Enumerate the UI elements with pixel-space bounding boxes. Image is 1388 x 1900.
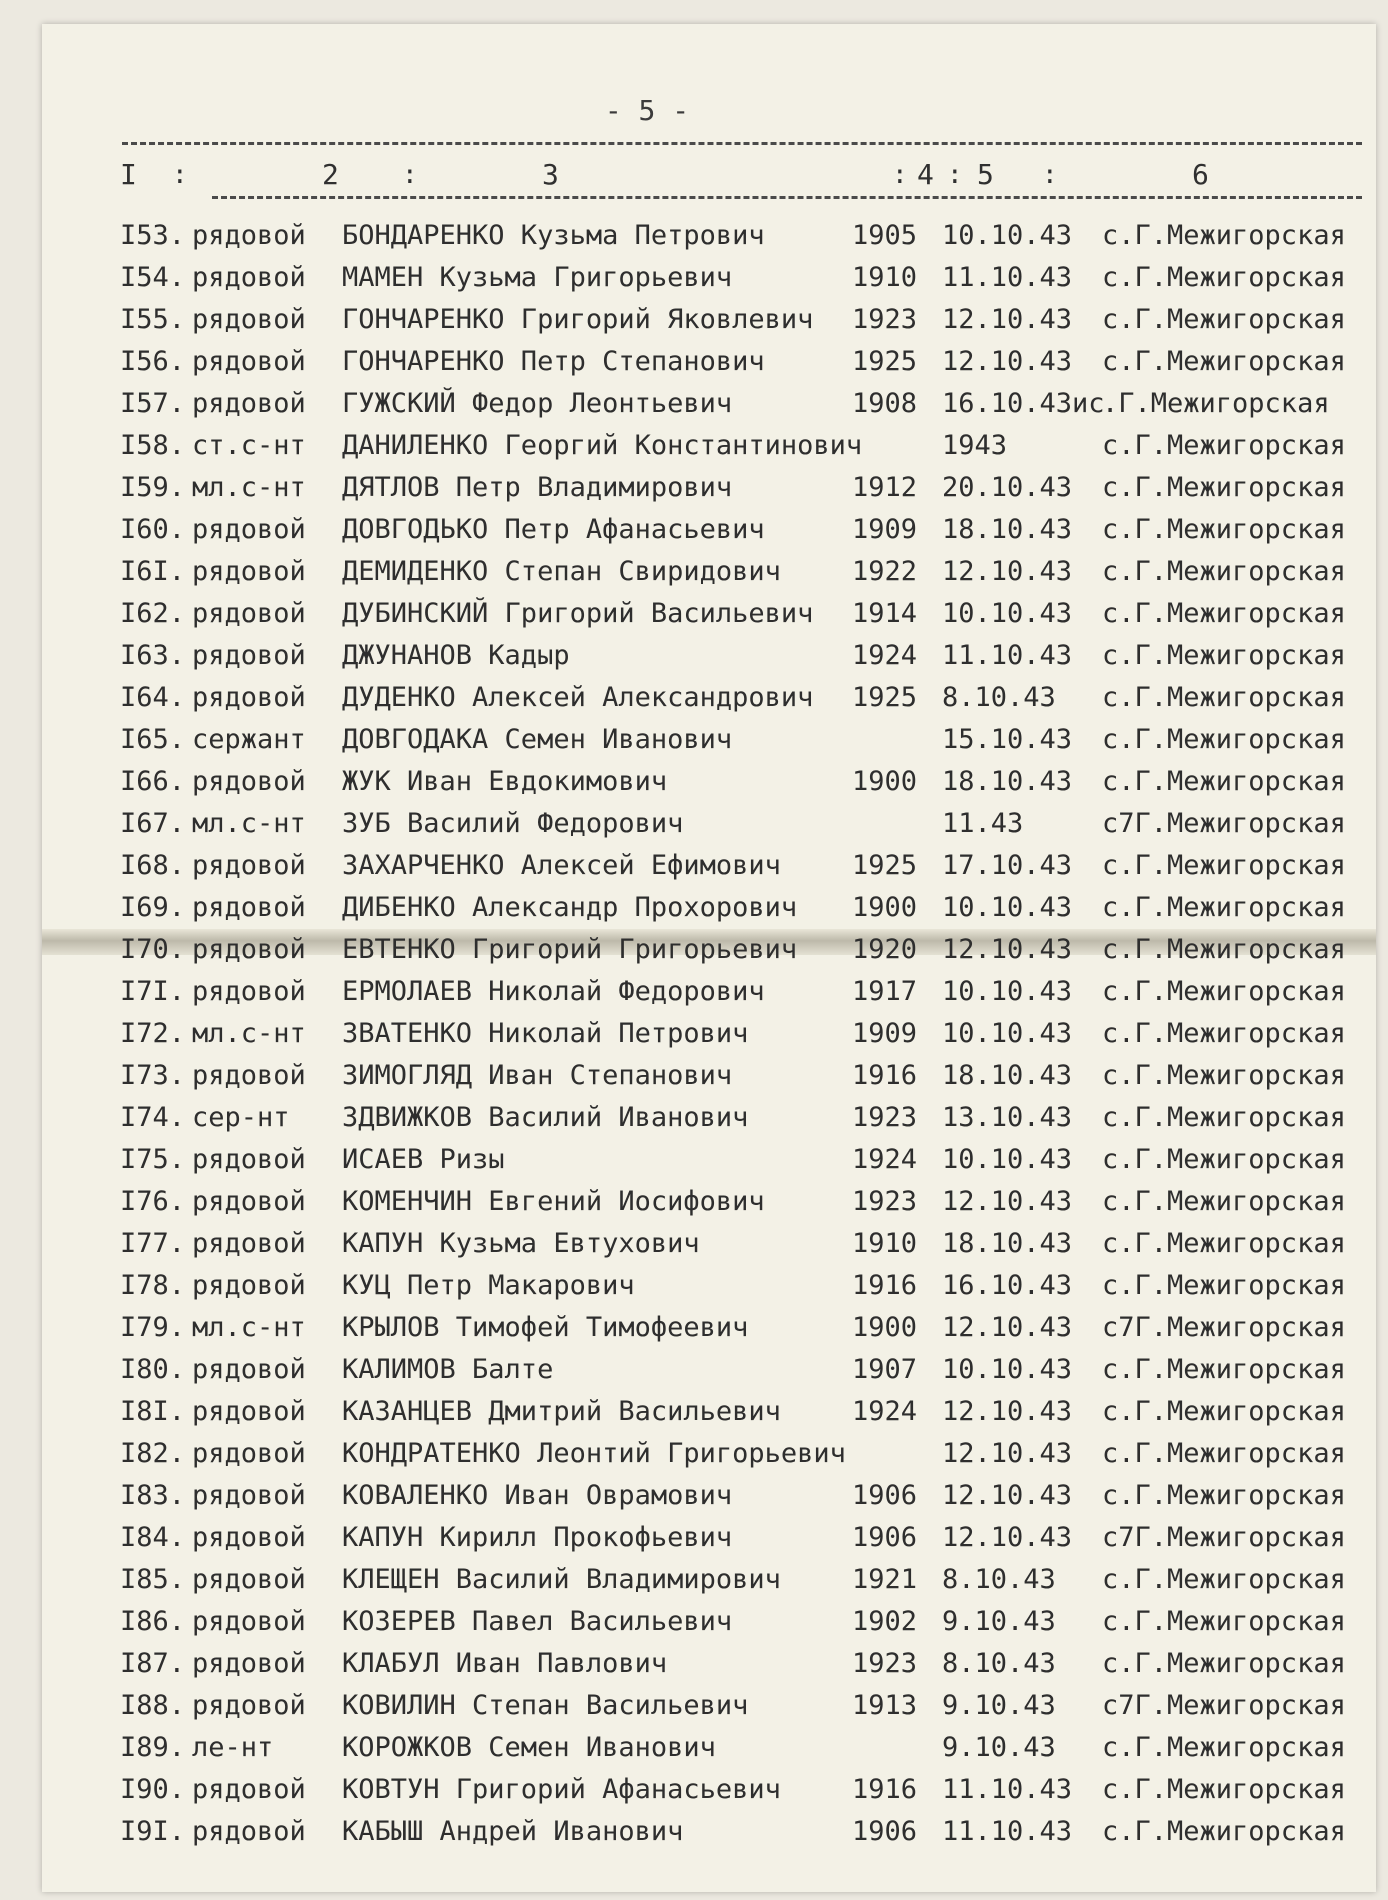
- table-row: [42, 1684, 1376, 1726]
- table-row: [42, 214, 1376, 256]
- birth-year: 1914: [852, 598, 918, 629]
- soldier-name: КОВИЛИН Степан Васильевич: [342, 1690, 749, 1721]
- burial-place: с.Г.Межигорская: [1102, 1774, 1346, 1805]
- birth-year: 1922: [852, 556, 918, 587]
- death-date: 11.10.43: [942, 1774, 1073, 1805]
- row-number: I75.: [120, 1144, 186, 1175]
- row-number: I86.: [120, 1606, 186, 1637]
- column-header-1: I: [120, 158, 137, 191]
- soldier-name: КАБЫШ Андрей Иванович: [342, 1816, 684, 1847]
- birth-year: 1912: [852, 472, 918, 503]
- column-separator: :: [1042, 160, 1058, 190]
- rank: мл.с-нт: [192, 1018, 306, 1049]
- column-separator: :: [892, 160, 908, 190]
- soldier-name: ЗУБ Василий Федорович: [342, 808, 684, 839]
- birth-year: 1906: [852, 1480, 918, 1511]
- soldier-name: ЕВТЕНКО Григорий Григорьевич: [342, 934, 798, 965]
- row-number: I76.: [120, 1186, 186, 1217]
- death-date: 8.10.43: [942, 1564, 1056, 1595]
- row-number: I62.: [120, 598, 186, 629]
- soldier-name: КАПУН Кузьма Евтухович: [342, 1228, 700, 1259]
- rank: рядовой: [192, 514, 306, 545]
- table-row: [42, 382, 1376, 424]
- birth-year: 1916: [852, 1774, 918, 1805]
- row-number: I67.: [120, 808, 186, 839]
- death-date: 12.10.43: [942, 934, 1073, 965]
- death-date: 10.10.43: [942, 976, 1073, 1007]
- soldier-name: ГОНЧАРЕНКО Григорий Яковлевич: [342, 304, 814, 335]
- burial-place: с.Г.Межигорская: [1102, 766, 1346, 797]
- row-number: I73.: [120, 1060, 186, 1091]
- birth-year: 1906: [852, 1522, 918, 1553]
- burial-place: с.Г.Межигорская: [1102, 220, 1346, 251]
- rank: рядовой: [192, 640, 306, 671]
- page-number: - 5 -: [604, 94, 690, 127]
- burial-place: с.Г.Межигорская: [1102, 1480, 1346, 1511]
- rank: рядовой: [192, 1396, 306, 1427]
- table-row: [42, 1012, 1376, 1054]
- burial-place: с.Г.Межигорская: [1102, 1186, 1346, 1217]
- soldier-name: ЕРМОЛАЕВ Николай Федорович: [342, 976, 765, 1007]
- table-row: [42, 256, 1376, 298]
- rank: рядовой: [192, 262, 306, 293]
- death-date: 12.10.43: [942, 1186, 1073, 1217]
- table-row: [42, 1474, 1376, 1516]
- burial-place: с.Г.Межигорская: [1102, 1648, 1346, 1679]
- soldier-name: КОМЕНЧИН Евгений Иосифович: [342, 1186, 765, 1217]
- burial-place: с.Г.Межигорская: [1102, 682, 1346, 713]
- burial-place: с.Г.Межигорская: [1102, 472, 1346, 503]
- burial-place: с.Г.Межигорская: [1102, 724, 1346, 755]
- birth-year: 1923: [852, 304, 918, 335]
- rank: рядовой: [192, 556, 306, 587]
- birth-year: 1917: [852, 976, 918, 1007]
- rank: рядовой: [192, 1186, 306, 1217]
- birth-year: 1908: [852, 388, 918, 419]
- burial-place: с.Г.Межигорская: [1102, 640, 1346, 671]
- table-row: [42, 1138, 1376, 1180]
- rank: рядовой: [192, 1060, 306, 1091]
- death-date: 8.10.43: [942, 682, 1056, 713]
- soldier-name: КАЛИМОВ Балте: [342, 1354, 554, 1385]
- burial-place: с.Г.Межигорская: [1102, 1228, 1346, 1259]
- table-row: [42, 298, 1376, 340]
- death-date: 12.10.43: [942, 1396, 1073, 1427]
- table-row: [42, 1726, 1376, 1768]
- birth-year: 1900: [852, 766, 918, 797]
- table-row: [42, 550, 1376, 592]
- burial-place: с.Г.Межигорская: [1102, 1396, 1346, 1427]
- birth-year: 1909: [852, 1018, 918, 1049]
- row-number: I53.: [120, 220, 186, 251]
- table-row: [42, 1432, 1376, 1474]
- row-number: I9I.: [120, 1816, 186, 1847]
- burial-place: с.Г.Межигорская: [1102, 976, 1346, 1007]
- burial-place: с.Г.Межигорская: [1102, 1606, 1346, 1637]
- burial-place: .Г.Межигорская: [1102, 388, 1330, 419]
- column-separator: :: [402, 160, 418, 190]
- soldier-name: ГОНЧАРЕНКО Петр Степанович: [342, 346, 765, 377]
- rank: мл.с-нт: [192, 472, 306, 503]
- rank: рядовой: [192, 1564, 306, 1595]
- rank: рядовой: [192, 1228, 306, 1259]
- rank: рядовой: [192, 976, 306, 1007]
- row-number: I64.: [120, 682, 186, 713]
- row-number: I90.: [120, 1774, 186, 1805]
- soldier-name: КЛАБУЛ Иван Павлович: [342, 1648, 668, 1679]
- row-number: I78.: [120, 1270, 186, 1301]
- rank: ст.с-нт: [192, 430, 306, 461]
- birth-year: 1924: [852, 1396, 918, 1427]
- row-number: I65.: [120, 724, 186, 755]
- soldier-name: КУЦ Петр Макарович: [342, 1270, 635, 1301]
- death-date: 16.10.43: [942, 1270, 1073, 1301]
- death-date: 10.10.43: [942, 1144, 1073, 1175]
- row-number: I85.: [120, 1564, 186, 1595]
- rank: сер-нт: [192, 1102, 290, 1133]
- burial-place: с.Г.Межигорская: [1102, 892, 1346, 923]
- soldier-name: КОНДРАТЕНКО Леонтий Григорьевич: [342, 1438, 846, 1469]
- birth-year: 1923: [852, 1102, 918, 1133]
- burial-place: с.Г.Межигорская: [1102, 598, 1346, 629]
- row-number: I77.: [120, 1228, 186, 1259]
- row-number: I79.: [120, 1312, 186, 1343]
- birth-year: 1925: [852, 850, 918, 881]
- table-row: [42, 1810, 1376, 1852]
- rank: рядовой: [192, 304, 306, 335]
- burial-place: с.Г.Межигорская: [1102, 1354, 1346, 1385]
- birth-year: 1907: [852, 1354, 918, 1385]
- soldier-name: БОНДАРЕНКО Кузьма Петрович: [342, 220, 765, 251]
- death-date: 18.10.43: [942, 1228, 1073, 1259]
- rank: рядовой: [192, 1438, 306, 1469]
- death-date: 12.10.43: [942, 1480, 1073, 1511]
- soldier-name: ДУДЕНКО Алексей Александрович: [342, 682, 814, 713]
- rank: рядовой: [192, 1270, 306, 1301]
- row-number: I60.: [120, 514, 186, 545]
- row-number: I88.: [120, 1690, 186, 1721]
- column-separator: :: [947, 160, 963, 190]
- birth-year: 1924: [852, 640, 918, 671]
- row-number: I56.: [120, 346, 186, 377]
- table-row: [42, 1306, 1376, 1348]
- soldier-name: ГУЖСКИЙ Федор Леонтьевич: [342, 388, 733, 419]
- death-date: 9.10.43: [942, 1732, 1056, 1763]
- table-row: [42, 340, 1376, 382]
- soldier-name: ЗАХАРЧЕНКО Алексей Ефимович: [342, 850, 781, 881]
- rank: рядовой: [192, 346, 306, 377]
- death-date: 11.10.43: [942, 640, 1073, 671]
- soldier-name: ДИБЕНКО Александр Прохорович: [342, 892, 798, 923]
- row-number: I58.: [120, 430, 186, 461]
- soldier-name: ЗИМОГЛЯД Иван Степанович: [342, 1060, 733, 1091]
- birth-year: 1913: [852, 1690, 918, 1721]
- soldier-name: КЛЕЩЕН Василий Владимирович: [342, 1564, 781, 1595]
- soldier-name: КОВАЛЕНКО Иван Оврамович: [342, 1480, 733, 1511]
- burial-place: с.Г.Межигорская: [1102, 1102, 1346, 1133]
- birth-year: 1924: [852, 1144, 918, 1175]
- table-row: [42, 1768, 1376, 1810]
- soldier-name: ИСАЕВ Ризы: [342, 1144, 505, 1175]
- soldier-name: ДУБИНСКИЙ Григорий Васильевич: [342, 598, 814, 629]
- burial-place: с.Г.Межигорская: [1102, 1144, 1346, 1175]
- death-date: 10.10.43: [942, 220, 1073, 251]
- burial-place: с.Г.Межигорская: [1102, 514, 1346, 545]
- row-number: I70.: [120, 934, 186, 965]
- death-date: 18.10.43: [942, 766, 1073, 797]
- burial-place: с.Г.Межигорская: [1102, 1732, 1346, 1763]
- rank: мл.с-нт: [192, 808, 306, 839]
- row-number: I83.: [120, 1480, 186, 1511]
- table-row: [42, 592, 1376, 634]
- table-row: [42, 1516, 1376, 1558]
- burial-place: с.Г.Межигорская: [1102, 262, 1346, 293]
- row-number: I63.: [120, 640, 186, 671]
- table-row: [42, 508, 1376, 550]
- birth-year: 1923: [852, 1186, 918, 1217]
- burial-place: с7Г.Межигорская: [1102, 1522, 1346, 1553]
- birth-year: 1909: [852, 514, 918, 545]
- death-date: 9.10.43: [942, 1690, 1056, 1721]
- soldier-name: КАПУН Кирилл Прокофьевич: [342, 1522, 733, 1553]
- rank: рядовой: [192, 388, 306, 419]
- death-date: 8.10.43: [942, 1648, 1056, 1679]
- rank: рядовой: [192, 220, 306, 251]
- table-row: [42, 1642, 1376, 1684]
- soldier-name: ДОВГОДЬКО Петр Афанасьевич: [342, 514, 765, 545]
- soldier-name: МАМЕН Кузьма Григорьевич: [342, 262, 733, 293]
- death-date: 10.10.43: [942, 892, 1073, 923]
- burial-place: с.Г.Межигорская: [1102, 1270, 1346, 1301]
- death-date: 18.10.43: [942, 1060, 1073, 1091]
- row-number: I87.: [120, 1648, 186, 1679]
- soldier-name: ДАНИЛЕНКО Георгий Константинович: [342, 430, 863, 461]
- row-number: I82.: [120, 1438, 186, 1469]
- soldier-name: КАЗАНЦЕВ Дмитрий Васильевич: [342, 1396, 781, 1427]
- table-row: [42, 886, 1376, 928]
- death-date: 10.10.43: [942, 598, 1073, 629]
- header-rule-top: [122, 142, 1362, 145]
- soldier-name: КРЫЛОВ Тимофей Тимофеевич: [342, 1312, 749, 1343]
- death-date: 11.10.43: [942, 1816, 1073, 1847]
- table-row: [42, 844, 1376, 886]
- death-date: 16.10.43ис: [942, 388, 1105, 419]
- birth-year: 1900: [852, 1312, 918, 1343]
- row-number: I59.: [120, 472, 186, 503]
- death-date: 12.10.43: [942, 346, 1073, 377]
- rank: ле-нт: [192, 1732, 274, 1763]
- row-number: I80.: [120, 1354, 186, 1385]
- soldier-name: ДЕМИДЕНКО Степан Свиридович: [342, 556, 781, 587]
- soldier-name: КОРОЖКОВ Семен Иванович: [342, 1732, 716, 1763]
- birth-year: 1923: [852, 1648, 918, 1679]
- rank: рядовой: [192, 598, 306, 629]
- row-number: I89.: [120, 1732, 186, 1763]
- birth-year: 1905: [852, 220, 918, 251]
- row-number: I74.: [120, 1102, 186, 1133]
- death-date: 12.10.43: [942, 1438, 1073, 1469]
- column-header-6: 6: [1192, 158, 1209, 191]
- death-date: 12.10.43: [942, 556, 1073, 587]
- burial-place: с.Г.Межигорская: [1102, 346, 1346, 377]
- header-rule-bottom: [212, 196, 1362, 199]
- rank: рядовой: [192, 1690, 306, 1721]
- row-number: I55.: [120, 304, 186, 335]
- birth-year: 1902: [852, 1606, 918, 1637]
- death-date: 12.10.43: [942, 304, 1073, 335]
- death-date: 1943: [942, 430, 1008, 461]
- rank: рядовой: [192, 892, 306, 923]
- table-row: [42, 634, 1376, 676]
- burial-place: с7Г.Межигорская: [1102, 1312, 1346, 1343]
- table-row: [42, 424, 1376, 466]
- burial-place: с.Г.Межигорская: [1102, 556, 1346, 587]
- rank: рядовой: [192, 934, 306, 965]
- table-row: [42, 760, 1376, 802]
- row-number: I6I.: [120, 556, 186, 587]
- death-date: 18.10.43: [942, 514, 1073, 545]
- soldier-name: ДОВГОДАКА Семен Иванович: [342, 724, 733, 755]
- soldier-name: КОВТУН Григорий Афанасьевич: [342, 1774, 781, 1805]
- death-date: 13.10.43: [942, 1102, 1073, 1133]
- death-date: 10.10.43: [942, 1018, 1073, 1049]
- row-number: I8I.: [120, 1396, 186, 1427]
- table-row: [42, 1348, 1376, 1390]
- table-row: [42, 1600, 1376, 1642]
- death-date: 20.10.43: [942, 472, 1073, 503]
- death-date: 11.10.43: [942, 262, 1073, 293]
- row-number: I54.: [120, 262, 186, 293]
- rank: рядовой: [192, 850, 306, 881]
- burial-place: с.Г.Межигорская: [1102, 430, 1346, 461]
- birth-year: 1921: [852, 1564, 918, 1595]
- document-page: [42, 24, 1376, 1892]
- table-row: [42, 466, 1376, 508]
- table-row: [42, 1180, 1376, 1222]
- burial-place: с.Г.Межигорская: [1102, 1816, 1346, 1847]
- rank: рядовой: [192, 1144, 306, 1175]
- table-row: [42, 1096, 1376, 1138]
- rank: рядовой: [192, 1522, 306, 1553]
- column-header-4: 4: [917, 158, 934, 191]
- birth-year: 1916: [852, 1060, 918, 1091]
- row-number: I72.: [120, 1018, 186, 1049]
- row-number: I7I.: [120, 976, 186, 1007]
- death-date: 9.10.43: [942, 1606, 1056, 1637]
- table-row: [42, 928, 1376, 970]
- burial-place: с.Г.Межигорская: [1102, 1060, 1346, 1091]
- death-date: 10.10.43: [942, 1354, 1073, 1385]
- burial-place: с.Г.Межигорская: [1102, 304, 1346, 335]
- table-row: [42, 1264, 1376, 1306]
- row-number: I57.: [120, 388, 186, 419]
- soldier-name: ДЖУНАНОВ Кадыр: [342, 640, 570, 671]
- birth-year: 1916: [852, 1270, 918, 1301]
- row-number: I84.: [120, 1522, 186, 1553]
- birth-year: 1920: [852, 934, 918, 965]
- birth-year: 1906: [852, 1816, 918, 1847]
- column-separator: :: [172, 160, 188, 190]
- death-date: 12.10.43: [942, 1522, 1073, 1553]
- soldier-name: КОЗЕРЕВ Павел Васильевич: [342, 1606, 733, 1637]
- burial-place: с.Г.Межигорская: [1102, 1438, 1346, 1469]
- burial-place: с.Г.Межигорская: [1102, 850, 1346, 881]
- table-row: [42, 718, 1376, 760]
- burial-place: с.Г.Межигорская: [1102, 1018, 1346, 1049]
- burial-place: с.Г.Межигорская: [1102, 1564, 1346, 1595]
- rank: рядовой: [192, 1648, 306, 1679]
- table-row: [42, 1558, 1376, 1600]
- burial-place: с.Г.Межигорская: [1102, 934, 1346, 965]
- table-row: [42, 1390, 1376, 1432]
- rank: рядовой: [192, 1606, 306, 1637]
- table-row: [42, 970, 1376, 1012]
- table-row: [42, 802, 1376, 844]
- roster-table: [42, 214, 1376, 1852]
- death-date: 11.43: [942, 808, 1024, 839]
- row-number: I66.: [120, 766, 186, 797]
- rank: рядовой: [192, 1354, 306, 1385]
- row-number: I68.: [120, 850, 186, 881]
- burial-place: с7Г.Межигорская: [1102, 1690, 1346, 1721]
- soldier-name: ЗДВИЖКОВ Василий Иванович: [342, 1102, 749, 1133]
- birth-year: 1925: [852, 682, 918, 713]
- rank: рядовой: [192, 766, 306, 797]
- birth-year: 1910: [852, 262, 918, 293]
- column-header-5: 5: [977, 158, 994, 191]
- table-row: [42, 676, 1376, 718]
- column-header-2: 2: [322, 158, 339, 191]
- table-row: [42, 1222, 1376, 1264]
- rank: рядовой: [192, 682, 306, 713]
- rank: рядовой: [192, 1774, 306, 1805]
- table-row: [42, 1054, 1376, 1096]
- birth-year: 1910: [852, 1228, 918, 1259]
- death-date: 12.10.43: [942, 1312, 1073, 1343]
- rank: рядовой: [192, 1480, 306, 1511]
- death-date: 17.10.43: [942, 850, 1073, 881]
- burial-place: с7Г.Межигорская: [1102, 808, 1346, 839]
- birth-year: 1900: [852, 892, 918, 923]
- rank: рядовой: [192, 1816, 306, 1847]
- rank: мл.с-нт: [192, 1312, 306, 1343]
- birth-year: 1925: [852, 346, 918, 377]
- death-date: 15.10.43: [942, 724, 1073, 755]
- row-number: I69.: [120, 892, 186, 923]
- soldier-name: ЖУК Иван Евдокимович: [342, 766, 668, 797]
- soldier-name: ЗВАТЕНКО Николай Петрович: [342, 1018, 749, 1049]
- soldier-name: ДЯТЛОВ Петр Владимирович: [342, 472, 733, 503]
- column-header-3: 3: [542, 158, 559, 191]
- rank: сержант: [192, 724, 306, 755]
